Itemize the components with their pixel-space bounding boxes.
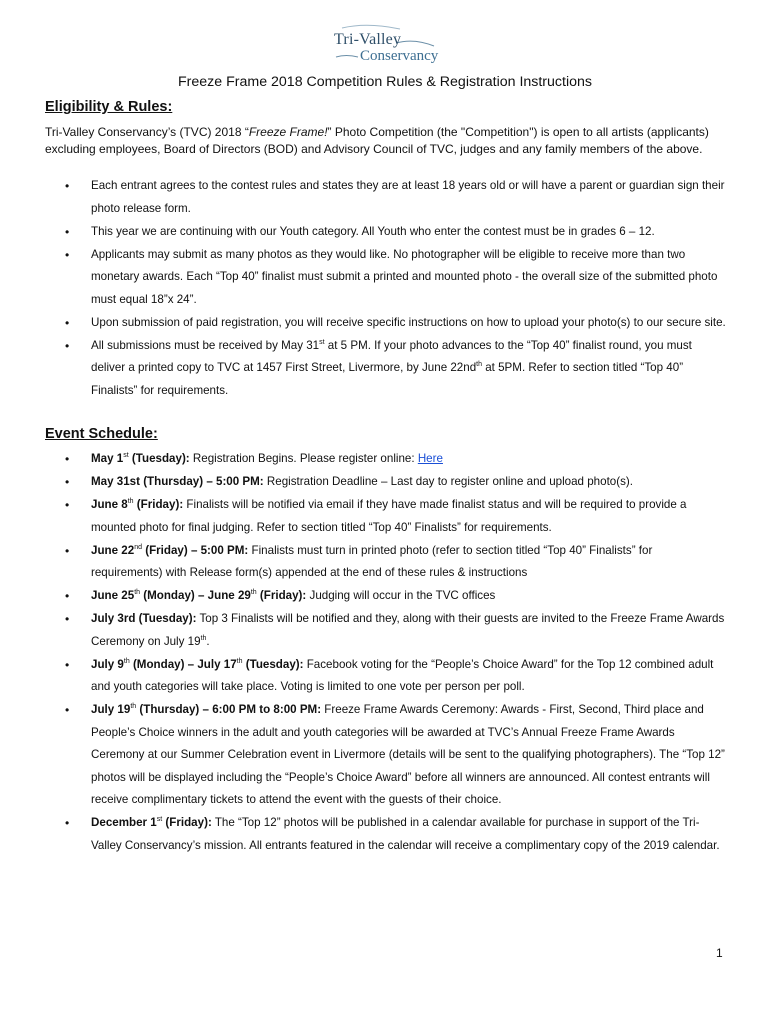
schedule-item	[60, 540, 726, 585]
event-text: Finalists must turn in printed photo (refer to section titled “Top 40” Finalists” for requirements) with Release form(s) appended at the end of these rules & instructions	[91, 543, 653, 579]
rule-text: Applicants may submit as many photos as they would like. No photographer will be eligible to receive more than two monetary awards. Each “Top 40” finalist must submit a printed and mounted photo - the overall size of the submitted photo must equal 18”x 24”.	[91, 247, 718, 306]
schedule-item	[60, 608, 726, 653]
event-text: Judging will occur in the TVC offices	[306, 589, 496, 602]
event-date: (Monday) – June 29	[140, 589, 251, 602]
tvc-logo	[322, 22, 438, 68]
event-date: July 3rd (Tuesday):	[91, 612, 197, 625]
event-text: .	[206, 634, 210, 648]
logo-line2: Conservancy	[360, 48, 439, 64]
rule-text: Each entrant agrees to the contest rules and states they are at least 18 years old or will have a parent or guardian sign their photo release form.	[91, 179, 725, 215]
superscript: th	[236, 657, 243, 665]
event-date: (Tuesday):	[128, 452, 190, 465]
event-text: Registration Deadline – Last day to register online and upload photo(s).	[263, 475, 633, 488]
event-date: June 25	[91, 589, 135, 602]
rule-item	[60, 221, 726, 244]
page-number: 1	[716, 946, 723, 960]
event-date: July 9	[91, 657, 124, 671]
event-date: (Monday) – July 17	[129, 657, 237, 671]
rule-item	[60, 175, 726, 220]
intro-emphasis: Freeze Frame!	[248, 125, 328, 139]
event-text: Finalists will be notified via email if they have made finalist status and will be required to provide a mounted photo for final judging. Refer to section titled “Top 40” Finalists” for requirements.	[91, 498, 687, 534]
event-date: May 31st (Thursday) – 5:00 PM:	[91, 475, 264, 488]
document-title: Freeze Frame 2018 Competition Rules & Registration Instructions	[178, 74, 592, 90]
schedule-item	[60, 699, 726, 812]
event-date: December 1	[91, 816, 157, 829]
superscript: th	[123, 657, 130, 665]
schedule-heading: Event Schedule:	[45, 426, 158, 442]
rule-item	[60, 335, 726, 403]
intro-text-b: ” Photo Competition (the "Competition") is open to all artists (applicants) excluding employees, Board of Directors (BOD) and Advisory Council of TVC, judges and any family members of the above.	[45, 125, 709, 156]
event-text: Top 3 Finalists will be notified and they, along with their guests are invited to the Freeze Frame Awards Ceremony on July 19	[91, 612, 725, 648]
schedule-item	[60, 585, 726, 608]
superscript: st	[123, 452, 129, 460]
superscript: th	[130, 703, 137, 711]
rule-text: at 5PM. Refer to section titled “Top 40” Finalists” for requirements.	[91, 361, 684, 397]
event-date: (Tuesday):	[242, 657, 304, 671]
superscript: st	[319, 338, 325, 346]
event-date: (Friday) – 5:00 PM:	[141, 543, 249, 557]
register-here-link[interactable]: Here	[417, 452, 443, 465]
event-date: (Friday):	[256, 589, 307, 602]
superscript: th	[200, 634, 207, 642]
superscript: th	[476, 361, 482, 369]
rule-text: Upon submission of paid registration, you will receive specific instructions on how to upload your photo(s) to our secure site.	[91, 315, 726, 329]
event-text: The “Top 12” photos will be published in a calendar available for purchase in support of the Tri-Valley Conservancy’s mission. All entrants featured in the calendar will receive a complimentary copy of the 2019 calendar.	[91, 816, 720, 852]
event-date: (Friday):	[162, 816, 212, 829]
rule-text: All submissions must be received by May 31	[91, 338, 320, 352]
eligibility-intro	[45, 124, 725, 157]
schedule-item	[60, 654, 726, 699]
rule-item	[60, 244, 726, 312]
schedule-item	[60, 494, 726, 539]
superscript: th	[127, 498, 134, 506]
superscript: nd	[134, 543, 142, 551]
event-date: June 22	[91, 543, 135, 557]
event-date: (Friday):	[133, 498, 184, 511]
rule-text: This year we are continuing with our Youth category. All Youth who enter the contest must be in grades 6 – 12.	[91, 224, 655, 238]
intro-text-a: Tri-Valley Conservancy’s (TVC) 2018 “	[45, 125, 249, 139]
schedule-item	[60, 448, 726, 471]
logo-line1: Tri-Valley	[334, 31, 402, 48]
schedule-list	[60, 448, 726, 858]
superscript: th	[134, 589, 141, 597]
superscript: th	[250, 589, 257, 597]
event-text: Facebook voting for the “People’s Choice Award” for the Top 12 combined adult and youth categories will take place. Voting is limited to one vote per person per poll.	[91, 657, 714, 693]
schedule-item	[60, 812, 726, 857]
eligibility-heading: Eligibility & Rules:	[45, 99, 173, 115]
rule-item	[60, 312, 726, 335]
rules-list	[60, 175, 726, 403]
superscript: st	[156, 816, 163, 824]
event-text: Freeze Frame Awards Ceremony: Awards - First, Second, Third place and People’s Choice winners in the adult and youth categories will be awarded at TVC’s Annual Freeze Frame Awards Ceremony at our Summer Celebration event in Livermore (details will be sent to the qualifying photographers). The “Top 12” photos will be displayed including the “People’s Choice Award” before all winners are announced. All contest entrants will receive complimentary tickets to attend the event with the guests of their choice.	[91, 703, 725, 806]
event-date: June 8	[91, 498, 128, 511]
event-date: May 1	[91, 452, 124, 465]
event-date: (Thursday) – 6:00 PM to 8:00 PM:	[136, 703, 322, 716]
rule-text: at 5 PM. If your photo advances to the “Top 40” finalist round, you must deliver a printed copy to TVC at 1457 First Street, Livermore, by June 22nd	[91, 338, 692, 374]
schedule-item	[60, 471, 726, 494]
event-date: July 19	[91, 703, 131, 716]
event-text: Registration Begins. Please register online:	[189, 452, 418, 465]
